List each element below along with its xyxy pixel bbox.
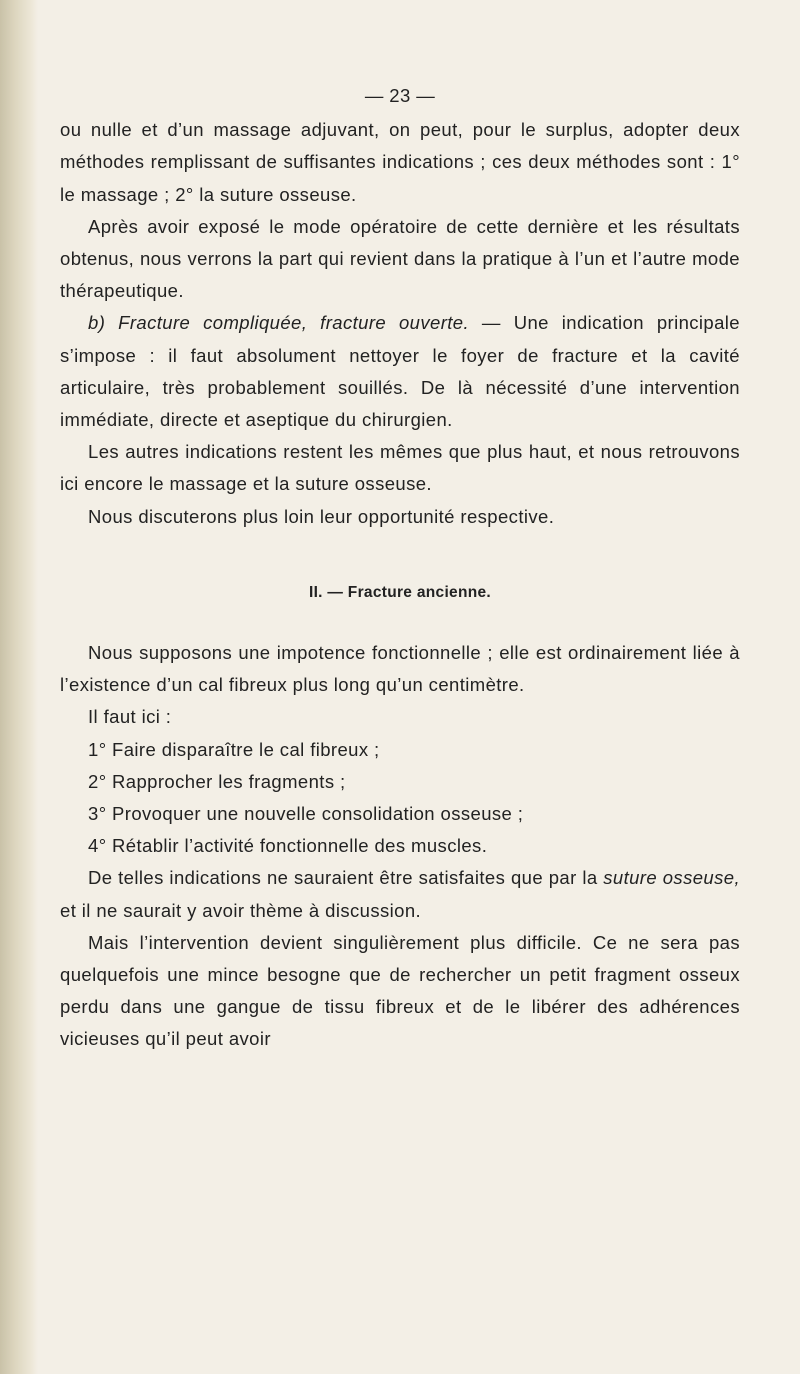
list-item: 2° Rapprocher les fragments ; (88, 770, 346, 792)
paragraph-impotence: Nous supposons une impotence fonctionnelle ; elle est ordinairement liée à l’existence d’un cal fibreux plus long qu’un centimètre. (60, 642, 740, 696)
indications-text-after: et il ne saurait y avoir thème à discussion. (60, 899, 422, 921)
section-b-text: — Une indication principale s’impose : il faut absolument nettoyer le foyer de fracture et la cavité articulaire, très probablement souillés. De là nécessité d’une intervention immédiate, directe et aseptique du chirurgien. (60, 312, 740, 431)
section-heading: II. — Fracture ancienne. (308, 583, 492, 601)
paragraph-il-faut: Il faut ici : (88, 706, 172, 728)
paragraph-apres: Après avoir exposé le mode opératoire de cette dernière et les résultats obtenus, nous verrons la part qui revient dans la pratique à l’un et l’autre mode thérapeutique. (60, 215, 740, 302)
paragraph-telles-indications (60, 862, 740, 926)
document-page (60, 80, 740, 1056)
paragraph-continuation: ou nulle et d’un massage adjuvant, on peut, pour le surplus, adopter deux méthodes remplissant de suffisantes indications ; ces deux méthodes sont : 1° le massage ; 2° la suture osseuse. (60, 119, 740, 205)
page-number: — 23 — (364, 85, 436, 106)
paragraph-fracture-ouverte (60, 307, 740, 436)
indications-text-before: De telles indications ne sauraient être satisfaites que par la (88, 867, 604, 889)
list-item: 1° Faire disparaître le cal fibreux ; (88, 738, 380, 760)
paragraph-discuterons: Nous discuterons plus loin leur opportunité respective. (88, 505, 555, 527)
book-spine-shadow (0, 0, 38, 1374)
paragraph-intervention: Mais l’intervention devient singulièrement plus difficile. Ce ne sera pas quelquefois une mince besogne que de rechercher un petit fragment osseux perdu dans une gangue de tissu fibreux et de le libérer des adhérences vicieuses qu’il peut avoir (60, 931, 740, 1050)
list-item: 3° Provoquer une nouvelle consolidation osseuse ; (88, 803, 524, 825)
suture-osseuse-emphasis: suture osseuse, (603, 867, 740, 889)
paragraph-autres-indications: Les autres indications restent les mêmes que plus haut, et nous retrouvons ici encore le massage et la suture osseuse. (60, 441, 740, 495)
section-b-title: b) Fracture compliquée, fracture ouverte. (88, 312, 470, 334)
list-item: 4° Rétablir l’activité fonctionnelle des muscles. (88, 835, 488, 857)
